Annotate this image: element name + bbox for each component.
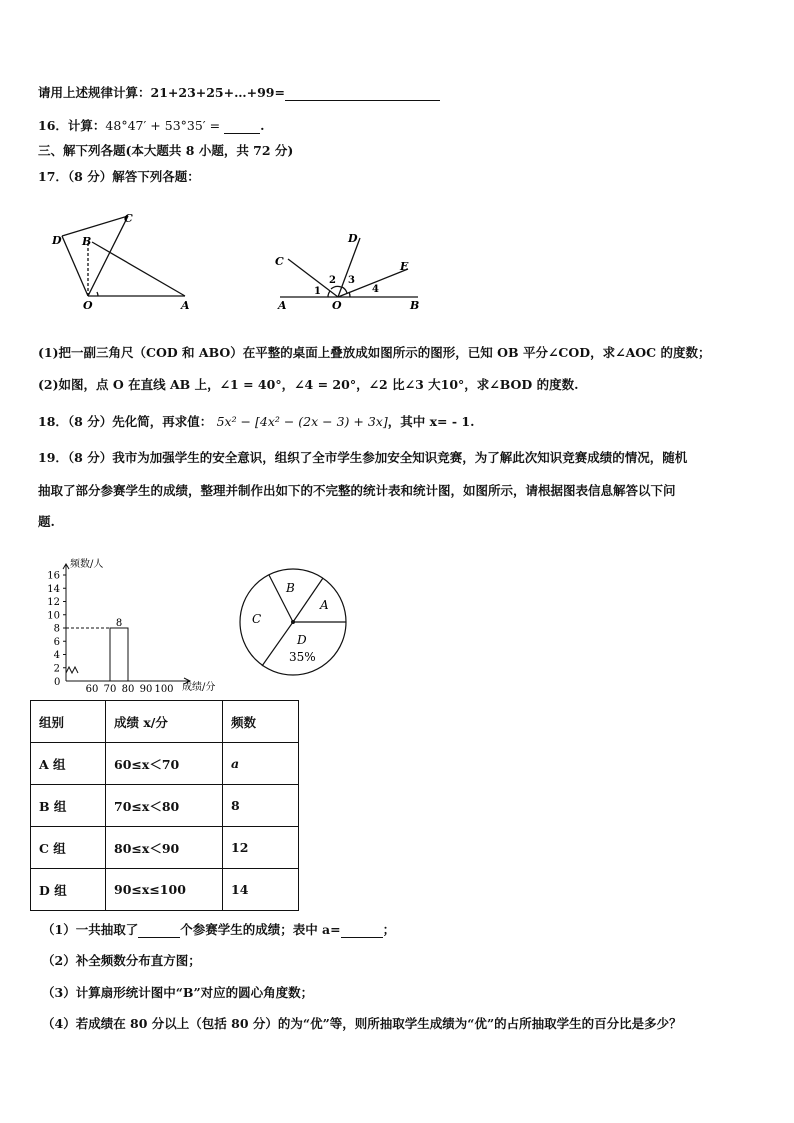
slice-label-A: A: [320, 598, 329, 612]
y-axis-label: 频数/人: [70, 559, 104, 570]
blank-a: [341, 922, 383, 938]
table-header-cell: 成绩 x/分: [106, 701, 223, 743]
table-cell: 60≤x＜70: [106, 743, 223, 785]
label-D: D: [348, 232, 358, 245]
origin-label: 0: [54, 677, 61, 688]
label-B: B: [82, 235, 92, 248]
sub-question-3: （3）计算扇形统计图中“B”对应的圆心角度数；: [42, 985, 314, 1000]
y-tick-label: 12: [47, 597, 60, 608]
x-tick-label: 80: [121, 684, 135, 695]
label-O: O: [83, 299, 93, 312]
sum-question-text: 请用上述规律计算：21+23+25+…+99=: [38, 85, 285, 100]
histogram-bar: [110, 628, 128, 681]
table-cell: 8: [223, 785, 299, 827]
table-cell: B 组: [31, 785, 106, 827]
label-A: A: [181, 299, 190, 312]
table-cell: 70≤x＜80: [106, 785, 223, 827]
question-19-line-2: 抽取了部分参赛学生的成绩，整理并制作出如下的不完整的统计表和统计图，如图所示，请根据图表信息解答以下问: [38, 483, 676, 498]
y-tick-label: 16: [47, 570, 60, 582]
slice-label-B: B: [286, 581, 295, 595]
q17-part-2: (2)如图，点 O 在直线 AB 上，∠1 = 40°，∠4 = 20°，∠2 比∠3 大10°，求∠BOD 的度数.: [38, 377, 579, 392]
angle-label-4: 4: [372, 284, 379, 295]
question-18: [38, 412, 474, 430]
table-header-cell: 频数: [223, 701, 299, 743]
angle-label-2: 2: [329, 275, 336, 286]
sub-question-1: [42, 920, 395, 938]
q18-expression: 5x² − [4x² − (2x − 3) + 3x]: [216, 414, 388, 429]
angle-label-3: 3: [348, 275, 355, 286]
label-D: D: [52, 234, 62, 247]
y-tick-label: 10: [47, 610, 60, 622]
sub-1-text-a: （1）一共抽取了: [42, 922, 139, 937]
table-row: [31, 869, 299, 911]
y-tick-label: 8: [53, 623, 60, 635]
y-tick-label: 14: [47, 583, 60, 595]
section-3-heading: 三、解下列各题(本大题共 8 小题，共 72 分): [38, 143, 294, 158]
table-row: [31, 827, 299, 869]
sub-question-4: （4）若成绩在 80 分以上（包括 80 分）的为“优”等，则所抽取学生成绩为“优”的占所抽取学生的百分比是多少？: [42, 1016, 682, 1031]
question-19-line-3: 题.: [38, 514, 55, 529]
slice-label-D: D: [297, 633, 307, 647]
table-cell: C 组: [31, 827, 106, 869]
q16-period: .: [260, 118, 265, 133]
sub-1-text-b: 个参赛学生的成绩；表中 a=: [180, 922, 341, 937]
q16-text: 计算：: [67, 118, 106, 133]
table-cell: 80≤x＜90: [106, 827, 223, 869]
label-A: A: [278, 299, 287, 312]
table-cell: 12: [223, 827, 299, 869]
y-tick-label: 4: [53, 650, 60, 661]
table-row: [31, 743, 299, 785]
bar-value-label: 8: [115, 618, 123, 629]
label-C: C: [275, 255, 284, 268]
q18-text: 18．（8 分）先化简，再求值：: [38, 414, 213, 429]
angle-label-1: 1: [314, 286, 321, 297]
angle-figure-2: [272, 228, 432, 314]
slice-label-C: C: [252, 612, 262, 626]
question-17-title: 17．（8 分）解答下列各题：: [38, 169, 200, 184]
x-tick-label: 60: [85, 684, 99, 695]
triangle-figure-1: [48, 208, 198, 313]
table-cell: 14: [223, 869, 299, 911]
table-cell: A 组: [31, 743, 106, 785]
sub-question-2: （2）补全频数分布直方图；: [42, 953, 201, 968]
answer-blank: [285, 85, 440, 101]
label-E: E: [400, 260, 409, 273]
table-header-cell: 组别: [31, 701, 106, 743]
table-header-row: [31, 701, 299, 743]
label-B: B: [410, 299, 420, 312]
y-tick-label: 6: [53, 636, 60, 648]
table-cell: 90≤x≤100: [106, 869, 223, 911]
frequency-histogram: [36, 555, 236, 695]
table-cell: a: [223, 743, 299, 785]
sum-question-line: [38, 83, 440, 101]
label-C: C: [124, 212, 133, 225]
label-O: O: [332, 299, 342, 312]
sub-1-text-c: ；: [382, 922, 396, 937]
table-row: [31, 785, 299, 827]
x-tick-label: 90: [139, 684, 153, 695]
slice-percent-D: 35%: [289, 650, 316, 664]
question-16: [38, 116, 264, 134]
question-19-line-1: 19．（8 分）我市为加强学生的安全意识，组织了全市学生参加安全知识竞赛，为了解此次知识竞赛成绩的情况，随机: [38, 450, 688, 465]
q17-part-1: (1)把一副三角尺（COD 和 ABO）在平整的桌面上叠放成如图所示的图形，已知 OB 平分∠COD，求∠AOC 的度数；: [38, 345, 711, 360]
x-axis-label: 成绩/分: [182, 682, 216, 693]
x-tick-label: 70: [103, 684, 117, 695]
table-cell: D 组: [31, 869, 106, 911]
q16-answer-blank: [224, 118, 260, 134]
blank-total: [138, 922, 180, 938]
y-tick-label: 2: [53, 663, 60, 675]
q16-expression: 48°47′ + 53°35′ =: [105, 118, 225, 133]
stat-table: [30, 700, 299, 911]
pie-chart: [236, 567, 351, 682]
x-tick-label: 100: [154, 684, 174, 695]
q18-tail: ，其中 x= - 1.: [387, 414, 475, 429]
q16-number: 16．: [38, 118, 68, 133]
